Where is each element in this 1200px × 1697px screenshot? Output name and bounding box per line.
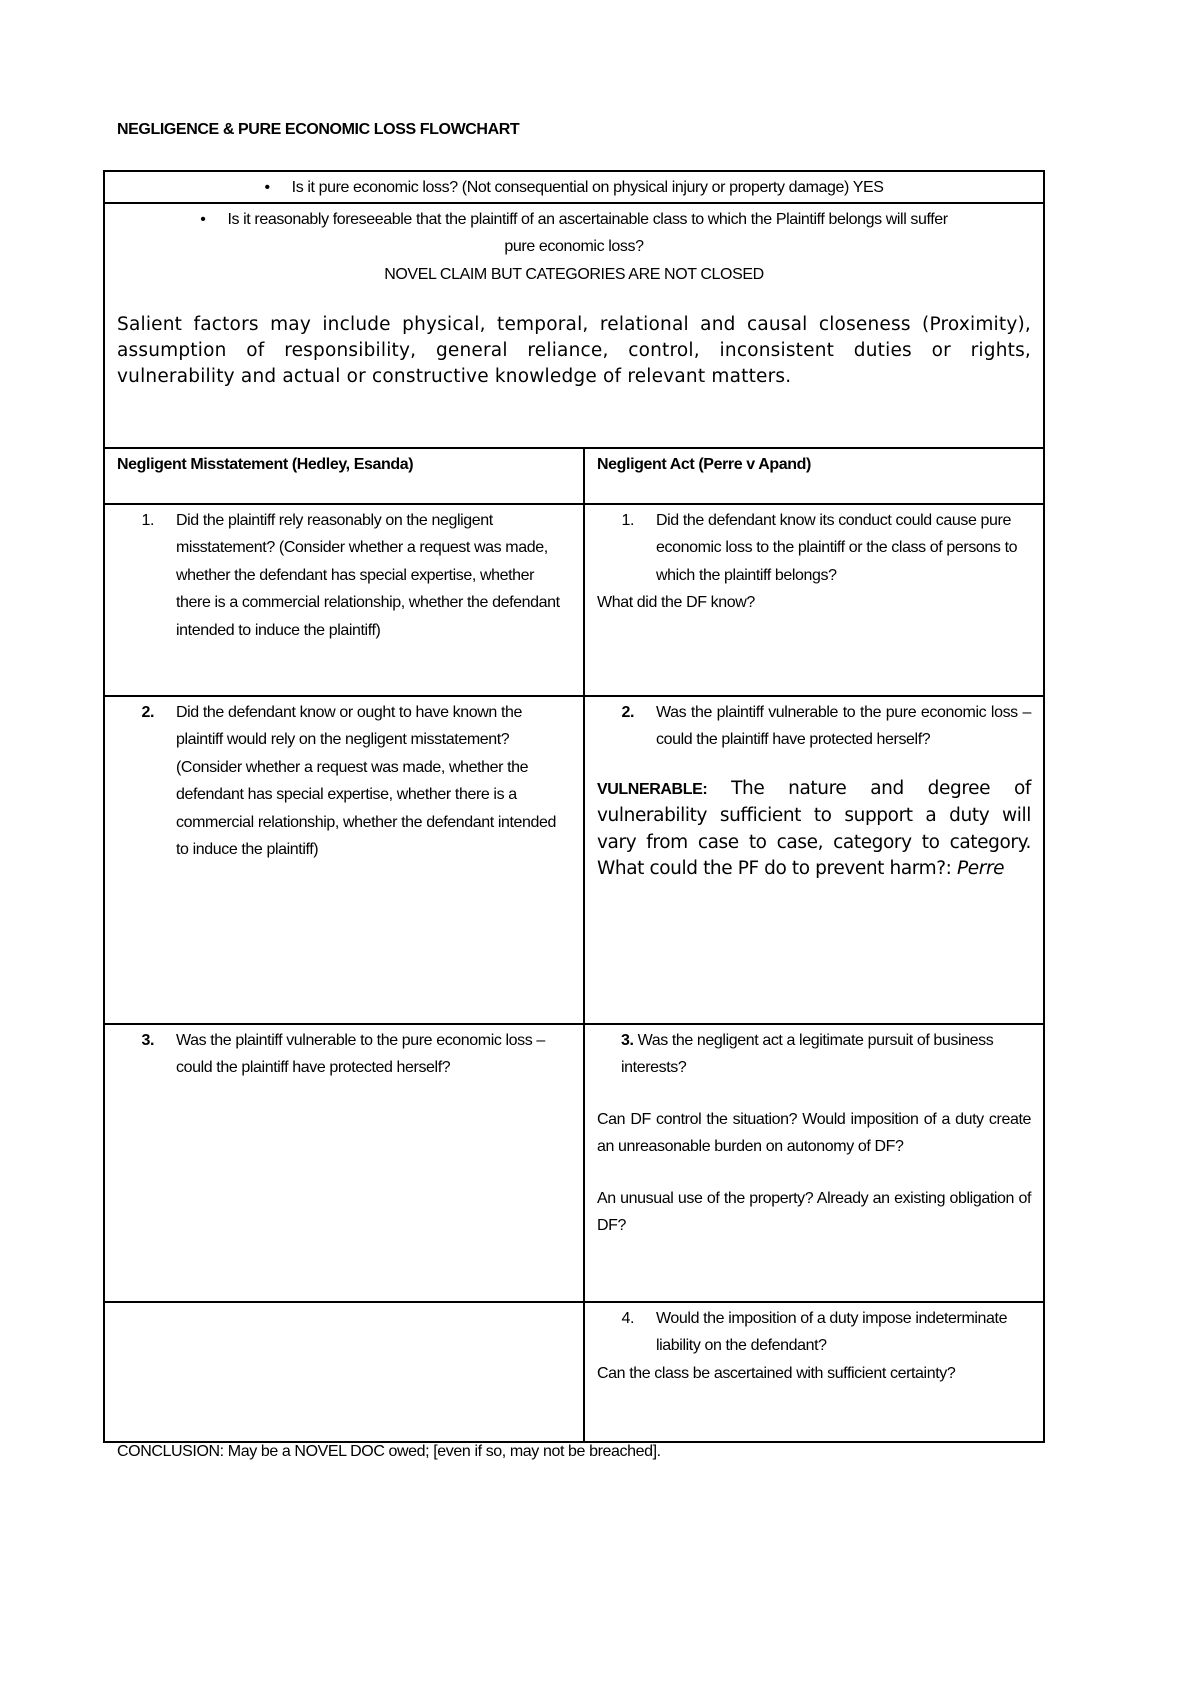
- novel-claim-note: NOVEL CLAIM BUT CATEGORIES ARE NOT CLOSED: [384, 265, 764, 283]
- question-foreseeable: • Is it reasonably foreseeable that the plaintiff of an ascertainable class to which the Plaintiff belongs will suffer pure economic loss?: [200, 211, 947, 256]
- left-item-1: 1. Did the plaintiff rely reasonably on the negligent misstatement? (Consider whether a request was made, whether the defendant has special expertise, whether there is a commercial relationship, whether the defendant intended to induce the plaintiff): [104, 504, 584, 696]
- right-item-3: 3. Was the negligent act a legitimate pursuit of business interests? Can DF control the situation? Would imposition of a duty create an unreasonable burden on autonomy of DF? An unusual use of the property? Already an existing obligation of DF?: [584, 1024, 1044, 1302]
- right-column-header: Negligent Act (Perre v Apand): [597, 455, 811, 473]
- vulnerable-note: VULNERABLE: The nature and degree of vulnerability sufficient to support a duty will vary from case to case, category to category. What could the PF do to prevent harm?: Perre: [597, 777, 1031, 879]
- left-item-3: 3. Was the plaintiff vulnerable to the pure economic loss – could the plaintiff have protected herself?: [104, 1024, 584, 1302]
- question-pure-economic-loss: • Is it pure economic loss? (Not consequential on physical injury or property damage) YES: [104, 171, 1044, 203]
- foreseeability-cell: [104, 203, 1044, 448]
- right-item-1: 1. Did the defendant know its conduct could cause pure economic loss to the plaintiff or the class of persons to which the plaintiff belongs? What did the DF know?: [584, 504, 1044, 696]
- right-item-4: 4. Would the imposition of a duty impose indeterminate liability on the defendant? Can the class be ascertained with sufficient certainty?: [584, 1302, 1044, 1442]
- left-item-2: 2. Did the defendant know or ought to have known the plaintiff would rely on the negligent misstatement? (Consider whether a request was made, whether the defendant has special expertise, whether there is a commercial relationship, whether the defendant intended to induce the plaintiff): [104, 696, 584, 1024]
- left-empty-cell: [104, 1302, 584, 1442]
- right-item-2: 2. Was the plaintiff vulnerable to the pure economic loss – could the plaintiff have protected herself? VULNERABLE: The nature and degree of vulnerability sufficient to support a duty will vary from case to case, category to category. What could the PF do to prevent harm?: Perre: [584, 696, 1044, 1024]
- salient-factors: Salient factors may include physical, temporal, relational and causal closeness (Proximity), assumption of responsibility, general reliance, control, inconsistent duties or rights, vulnerability and actual or constructive knowledge of relevant matters.: [117, 314, 1031, 387]
- left-column-header: Negligent Misstatement (Hedley, Esanda): [117, 455, 414, 473]
- document-title: NEGLIGENCE & PURE ECONOMIC LOSS FLOWCHART: [117, 121, 520, 138]
- conclusion: CONCLUSION: May be a NOVEL DOC owed; [even if so, may not be breached].: [117, 1443, 661, 1460]
- flowchart-table: [103, 170, 1045, 1443]
